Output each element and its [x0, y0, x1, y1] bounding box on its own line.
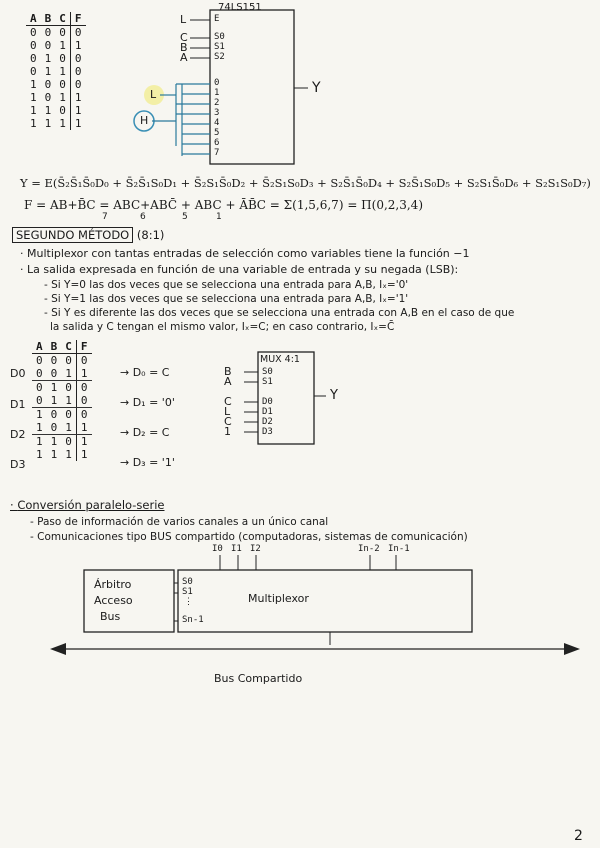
bus-sel-s1: S1	[182, 587, 193, 597]
tt2-row	[32, 435, 92, 449]
tt2-cell: 1	[65, 448, 72, 461]
tt1-row	[26, 91, 86, 104]
chip-74151-diagram	[130, 0, 330, 170]
tt1-cell: 0	[70, 26, 85, 40]
tt1-cell: 1	[59, 39, 66, 52]
result-d2: → D₂ = C	[120, 426, 170, 439]
tt1-cell: 1	[30, 78, 37, 91]
f-index-7: 7	[102, 212, 108, 222]
tt2-cell: 0	[76, 354, 91, 368]
chip-input-l: L	[150, 88, 157, 101]
tt1-cell: 0	[59, 104, 66, 117]
chip-label-b: B	[180, 41, 188, 54]
y-equation: Y = E(S̄₂S̄₁S̄₀D₀ + S̄₂S̄₁S₀D₁ + S̄₂S₁S̄₀D₂ + S̄₂S₁S₀D₃ + S₂S̄₁S̄₀D₄ + S₂S̄₁S₀D₅ + S₂S₁S̄₀D₆ + S₂S₁S₀D₇)	[20, 176, 591, 190]
tt1-cell: 0	[70, 78, 85, 91]
mux41-pin-s0: S0	[262, 367, 273, 377]
tt1-cell: 1	[44, 65, 52, 78]
result-d0: → D₀ = C	[120, 366, 170, 379]
chip-pin-s1: S1	[214, 42, 225, 52]
group-d0: D0	[10, 367, 26, 380]
bus-compartido-label: Bus Compartido	[214, 672, 303, 685]
chip-pin-0: 0	[214, 78, 220, 88]
segundo-line-3-text: Si Y=0 las dos veces que se selecciona una entrada para A,B, Iₓ='0'	[51, 279, 409, 291]
mux41-pin-d0: D0	[262, 397, 273, 407]
bus-diagram	[40, 545, 580, 705]
group-d1: D1	[10, 398, 26, 411]
header-f: F	[76, 340, 91, 354]
tt1-cell: 0	[59, 26, 66, 39]
conversion-heading: · Conversión paralelo-serie	[10, 498, 165, 512]
conversion-line-1-text: Paso de información de varios canales a un único canal	[37, 516, 329, 528]
group-d2: D2	[10, 428, 26, 441]
tt1-cell: 1	[70, 91, 85, 104]
mux41-pin-d3: D3	[262, 427, 273, 437]
tt2-cell: 1	[61, 394, 76, 408]
bus-input-in-1: In-1	[388, 544, 410, 554]
header-a: A	[32, 340, 47, 354]
f-equation: F = AB+B̄C = ABC+ABC̄ + ABC + ĀB̄C = Σ(1,5,6,7) = Π(0,2,3,4)	[24, 198, 423, 212]
tt1-cell: 1	[44, 117, 52, 130]
tt2-cell: 0	[50, 354, 58, 367]
mux41-label-c1: C	[224, 395, 232, 408]
chip-pin-4: 4	[214, 118, 220, 128]
tt2-cell: 1	[36, 435, 43, 448]
mux41-label-1: 1	[224, 425, 231, 438]
chip-label-a: A	[180, 51, 188, 64]
header-c: C	[55, 12, 70, 26]
tt1-cell: 1	[70, 104, 85, 117]
tt1-row	[26, 104, 86, 117]
tt1-cell: 0	[44, 78, 52, 91]
multiplexor-box	[178, 570, 472, 632]
tt2-row	[32, 421, 92, 435]
segundo-line-5: - Si Y es diferente las dos veces que se selecciona una entrada con A,B en el caso de que	[44, 307, 515, 319]
segundo-line-2-text: La salida expresada en función de una variable de entrada y su negada (LSB):	[27, 263, 459, 276]
chip-output-y: Y	[312, 80, 321, 96]
conversion-line-1: - Paso de información de varios canales a un único canal	[30, 516, 329, 528]
tt2-cell: 1	[76, 435, 91, 449]
tt2-row	[32, 394, 92, 408]
tt1-cell: 0	[44, 91, 52, 104]
segundo-metodo-title: SEGUNDO MÉTODO	[12, 227, 133, 243]
tt2-cell: 0	[76, 408, 91, 422]
chip-pin-1: 1	[214, 88, 220, 98]
tt2-cell: 1	[50, 435, 58, 448]
segundo-line-3: - Si Y=0 las dos veces que se selecciona una entrada para A,B, Iₓ='0'	[44, 279, 409, 291]
tt2-cell: 0	[47, 421, 62, 435]
tt2-row	[32, 354, 92, 368]
chip-pin-e: E	[214, 14, 220, 24]
tt2-cell: 0	[32, 367, 47, 381]
tt1-cell: 0	[59, 78, 66, 91]
arbiter-line-3: Bus	[100, 610, 121, 623]
result-d1: → D₁ = '0'	[120, 396, 175, 409]
tt2-cell: 0	[65, 354, 72, 367]
mux41-label-l: L	[224, 405, 231, 418]
segundo-line-1-text: Multiplexor con tantas entradas de selección como variables tiene la función −1	[27, 247, 470, 260]
tt2-cell: 0	[47, 367, 62, 381]
mux41-label-c2: C	[224, 415, 232, 428]
truth-table-2-header	[32, 340, 92, 354]
segundo-line-2: · La salida expresada en función de una variable de entrada y su negada (LSB):	[20, 263, 459, 276]
tt1-cell: 1	[59, 65, 66, 78]
tt2-cell: 1	[36, 408, 43, 421]
header-a: A	[26, 12, 41, 26]
tt1-row	[26, 52, 86, 65]
tt2-cell: 1	[76, 448, 91, 461]
tt2-cell: 0	[32, 394, 47, 408]
group-d3: D3	[10, 458, 26, 471]
tt1-row	[26, 78, 86, 91]
tt2-cell: 1	[76, 421, 91, 435]
tt1-cell: 0	[30, 52, 37, 65]
tt1-cell: 0	[59, 52, 66, 65]
tt2-row	[32, 381, 92, 395]
tt1-cell: 0	[30, 39, 37, 52]
header-f: F	[70, 12, 85, 26]
segundo-line-1: · Multiplexor con tantas entradas de selección como variables tiene la función −1	[20, 247, 470, 260]
tt1-row	[26, 39, 86, 52]
segundo-metodo-ratio: (8:1)	[136, 228, 165, 242]
chip-pin-7: 7	[214, 148, 220, 158]
tt1-cell: 0	[30, 65, 37, 78]
tt2-cell: 1	[36, 448, 43, 461]
tt1-cell: 1	[59, 117, 66, 130]
tt2-cell: 0	[76, 394, 91, 408]
mux41-pin-d2: D2	[262, 417, 273, 427]
tt2-cell: 0	[36, 381, 43, 394]
truth-table-1-header	[26, 12, 86, 26]
segundo-line-4-text: Si Y=1 las dos veces que se selecciona una entrada para A,B, Iₓ='1'	[51, 293, 409, 305]
segundo-metodo-heading	[12, 228, 164, 242]
tt2-cell: 1	[50, 448, 58, 461]
chip-label-c: C	[180, 31, 188, 44]
tt1-cell: 0	[44, 39, 52, 52]
bus-input-in-2: In-2	[358, 544, 380, 554]
tt2-cell: 0	[65, 408, 72, 421]
tt1-cell: 1	[44, 104, 52, 117]
truth-table-2	[32, 340, 92, 461]
tt1-row	[26, 65, 86, 78]
tt2-row	[32, 448, 92, 461]
header-b: B	[47, 340, 62, 354]
bus-sel-sn-1: Sn-1	[182, 615, 204, 625]
mux41-output-y: Y	[330, 388, 338, 403]
conversion-line-2-text: Comunicaciones tipo BUS compartido (computadoras, sistemas de comunicación)	[37, 531, 468, 543]
tt1-cell: 1	[30, 117, 37, 130]
chip-label-l: L	[180, 13, 187, 26]
chip-pin-5: 5	[214, 128, 220, 138]
mux41-label-a: A	[224, 375, 232, 388]
tt2-cell: 1	[32, 421, 47, 435]
tt2-row	[32, 367, 92, 381]
chip-pin-3: 3	[214, 108, 220, 118]
arbiter-line-1: Árbitro	[94, 578, 132, 591]
mux41-label-b: B	[224, 365, 232, 378]
segundo-line-4: - Si Y=1 las dos veces que se selecciona una entrada para A,B, Iₓ='1'	[44, 293, 409, 305]
bus-input-i2: I2	[250, 544, 261, 554]
tt1-row	[26, 117, 86, 130]
tt2-cell: 0	[76, 381, 91, 395]
bus-sel-dots: ⋮	[184, 597, 193, 607]
bus-input-i1: I1	[231, 544, 242, 554]
tt1-row	[26, 26, 86, 40]
f-index-1: 1	[216, 212, 222, 222]
tt2-row	[32, 408, 92, 422]
tt2-cell: 0	[65, 381, 72, 394]
result-d3: → D₃ = '1'	[120, 456, 175, 469]
conversion-heading-text: Conversión paralelo-serie	[17, 498, 165, 512]
chip-pin-s2: S2	[214, 52, 225, 62]
tt2-cell: 0	[36, 354, 43, 367]
tt1-cell: 0	[70, 65, 85, 78]
tt2-cell: 1	[47, 394, 62, 408]
bus-input-i0: I0	[212, 544, 223, 554]
truth-table-1	[26, 12, 86, 130]
mux41-pin-s1: S1	[262, 377, 273, 387]
segundo-line-6: la salida y C tengan el mismo valor, Iₓ=C; en caso contrario, Iₓ=C̄	[50, 321, 395, 333]
chip-pin-2: 2	[214, 98, 220, 108]
header-c: C	[61, 340, 76, 354]
tt1-cell: 1	[44, 52, 52, 65]
tt2-cell: 1	[61, 367, 76, 381]
chip-pin-s0: S0	[214, 32, 225, 42]
mux41-title: MUX 4:1	[260, 354, 300, 365]
f-index-6: 6	[140, 212, 146, 222]
multiplexor-label: Multiplexor	[248, 592, 309, 605]
tt1-cell: 1	[30, 91, 37, 104]
chip-pin-6: 6	[214, 138, 220, 148]
tt2-cell: 0	[65, 435, 72, 448]
mux41-pin-d1: D1	[262, 407, 273, 417]
page-number: 2	[574, 828, 583, 844]
f-index-5: 5	[182, 212, 188, 222]
chip-input-h: H	[140, 114, 149, 127]
arbiter-line-2: Acceso	[94, 594, 133, 607]
tt1-cell: 1	[59, 91, 66, 104]
tt1-cell: 1	[70, 39, 85, 52]
chip-74151-title: 74LS151	[218, 2, 262, 13]
tt1-cell: 1	[30, 104, 37, 117]
tt2-cell: 1	[76, 367, 91, 381]
header-b: B	[41, 12, 56, 26]
tt1-cell: 0	[44, 26, 52, 39]
tt2-cell: 1	[61, 421, 76, 435]
bus-sel-s0: S0	[182, 577, 193, 587]
segundo-line-5-text: Si Y es diferente las dos veces que se selecciona una entrada con A,B en el caso de que	[51, 307, 515, 319]
conversion-line-2: - Comunicaciones tipo BUS compartido (computadoras, sistemas de comunicación)	[30, 531, 468, 543]
tt2-cell: 0	[50, 408, 58, 421]
tt2-cell: 1	[50, 381, 58, 394]
tt1-cell: 1	[70, 117, 85, 130]
tt1-cell: 0	[30, 26, 37, 39]
tt1-cell: 0	[70, 52, 85, 65]
